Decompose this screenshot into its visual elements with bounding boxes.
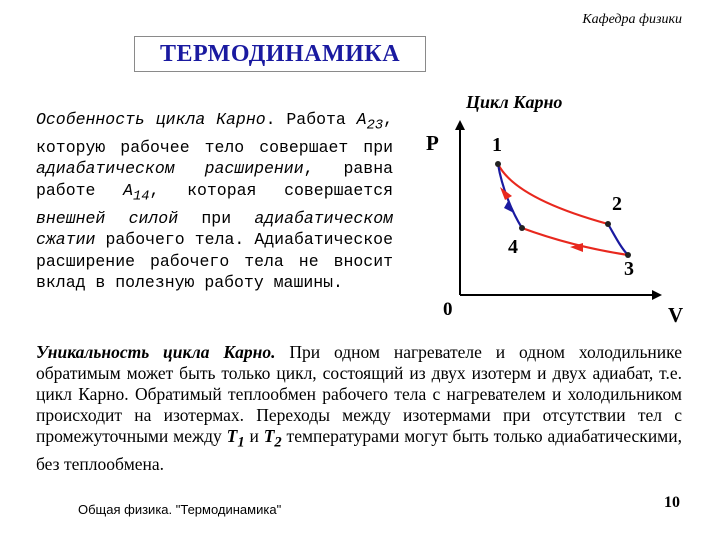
emph-adiabatic-expansion: адиабатическом расширении [36,159,304,179]
arrow-1-2 [500,187,512,200]
carnot-uniqueness-paragraph [36,342,682,475]
point-4-label: 4 [508,236,518,258]
text-run: рабочего тела. Адиабатическое расширение рабочего тела не вносит вклад в полезную работу машины. [36,230,393,293]
work-a14: $A_{14}$ [123,180,150,205]
work-a23: $A_{23}$ [356,110,384,134]
point-1-label: 1 [492,134,502,156]
text-run: , равна работе [36,159,394,200]
temperature-t2: $T_2$ [263,426,282,451]
text-run: . Работа [265,110,357,129]
origin-label: 0 [443,299,453,320]
title-box [134,36,426,72]
department-label: Кафедра физики [582,12,682,27]
text-run: температурами могут быть только адиабатическими, без теплообмена. [36,426,682,474]
text-run: и [244,426,264,446]
point-3-label: 3 [624,258,634,280]
adiabat-2-3 [608,224,628,255]
page-number: 10 [664,494,680,511]
page-title: ТЕРМОДИНАМИКА [159,41,401,67]
text-run: , которую рабочее тело совершает при [36,110,393,157]
point-4 [519,225,525,231]
text-run: , которая совершается [149,180,394,200]
uniqueness-lead: Уникальность цикла Карно. [36,342,276,362]
y-axis-label: P [426,131,439,155]
emph-adiabatic-compression: адиабатическом сжатии [36,208,393,250]
point-1 [495,161,501,167]
emph-external-force: внешней силой [36,208,179,228]
x-axis-label: V [668,303,684,327]
feature-lead: Особенность цикла Карно [36,110,266,129]
diagram-title: Цикл Карно [466,92,563,112]
carnot-pv-diagram [400,110,720,340]
point-2-label: 2 [612,193,622,215]
point-2 [605,221,611,227]
carnot-feature-paragraph [36,109,393,294]
course-footer: Общая физика. "Термодинамика" [78,502,282,517]
text-run: при [178,208,255,228]
text-run: При одном нагревателе и одном холодильнике обратимым может быть только цикл, состоящий из двух изотерм и двух адиабат, т.е. цикл Карно. Обратимый теплообмен рабочего тела с нагревателем и холодильником происходит на изотермах. Переходы между изотермами при отсутствии тел с промежуточными между [36,342,682,446]
temperature-t1: $T_1$ [226,426,245,451]
